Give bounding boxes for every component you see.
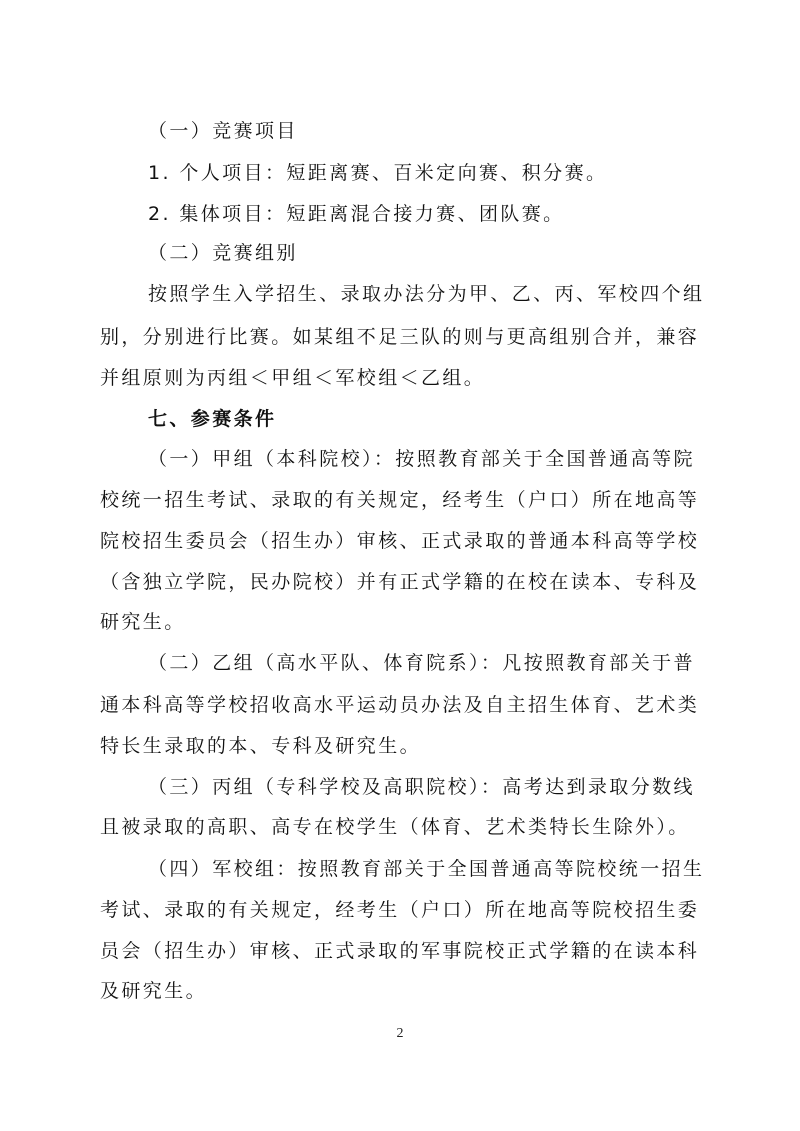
group-c-paragraph-line-2: 且被录取的高职、高专在校学生（体育、艺术类特长生除外）。 xyxy=(100,816,690,838)
group-a-paragraph-line-5: 研究生。 xyxy=(100,611,186,633)
group-b-paragraph-line-1: （二）乙组（高水平队、体育院系）：凡按照教育部关于普 xyxy=(148,652,695,674)
page-number: 2 xyxy=(396,1026,404,1041)
military-group-paragraph-line-2: 考试、录取的有关规定，经考生（户口）所在地高等院校招生委 xyxy=(100,899,700,921)
section-heading-competition-events: （一）竞赛项目 xyxy=(148,120,298,142)
individual-events-item: 1. 个人项目：短距离赛、百米定向赛、积分赛。 xyxy=(148,162,608,184)
group-b-paragraph-line-2: 通本科高等学校招收高水平运动员办法及自主招生体育、艺术类 xyxy=(100,694,700,716)
military-group-paragraph-line-4: 及研究生。 xyxy=(100,980,208,1002)
section-heading-competition-groups: （二）竞赛组别 xyxy=(148,242,298,264)
groups-paragraph-line-2: 别，分别进行比赛。如某组不足三队的则与更高组别合并，兼容 xyxy=(100,326,700,348)
section-heading-entry-conditions: 七、参赛条件 xyxy=(148,408,277,430)
military-group-paragraph-line-3: 员会（招生办）审核、正式录取的军事院校正式学籍的在读本科 xyxy=(100,940,700,962)
group-b-paragraph-line-3: 特长生录取的本、专科及研究生。 xyxy=(100,735,422,757)
military-group-paragraph-line-1: （四）军校组：按照教育部关于全国普通高等院校统一招生 xyxy=(148,858,705,880)
group-a-paragraph-line-1: （一）甲组（本科院校）：按照教育部关于全国普通高等院 xyxy=(148,448,695,470)
group-c-paragraph-line-1: （三）丙组（专科学校及高职院校）：高考达到录取分数线 xyxy=(148,776,695,798)
groups-paragraph-line-3: 并组原则为丙组＜甲组＜军校组＜乙组。 xyxy=(100,367,486,389)
group-a-paragraph-line-2: 校统一招生考试、录取的有关规定，经考生（户口）所在地高等 xyxy=(100,489,700,511)
group-a-paragraph-line-4: （含独立学院，民办院校）并有正式学籍的在校在读本、专科及 xyxy=(100,571,700,593)
group-a-paragraph-line-3: 院校招生委员会（招生办）审核、正式录取的普通本科高等学校 xyxy=(100,530,700,552)
team-events-item: 2. 集体项目：短距离混合接力赛、团队赛。 xyxy=(148,203,565,225)
groups-paragraph-line-1: 按照学生入学招生、录取办法分为甲、乙、丙、军校四个组 xyxy=(148,283,705,305)
